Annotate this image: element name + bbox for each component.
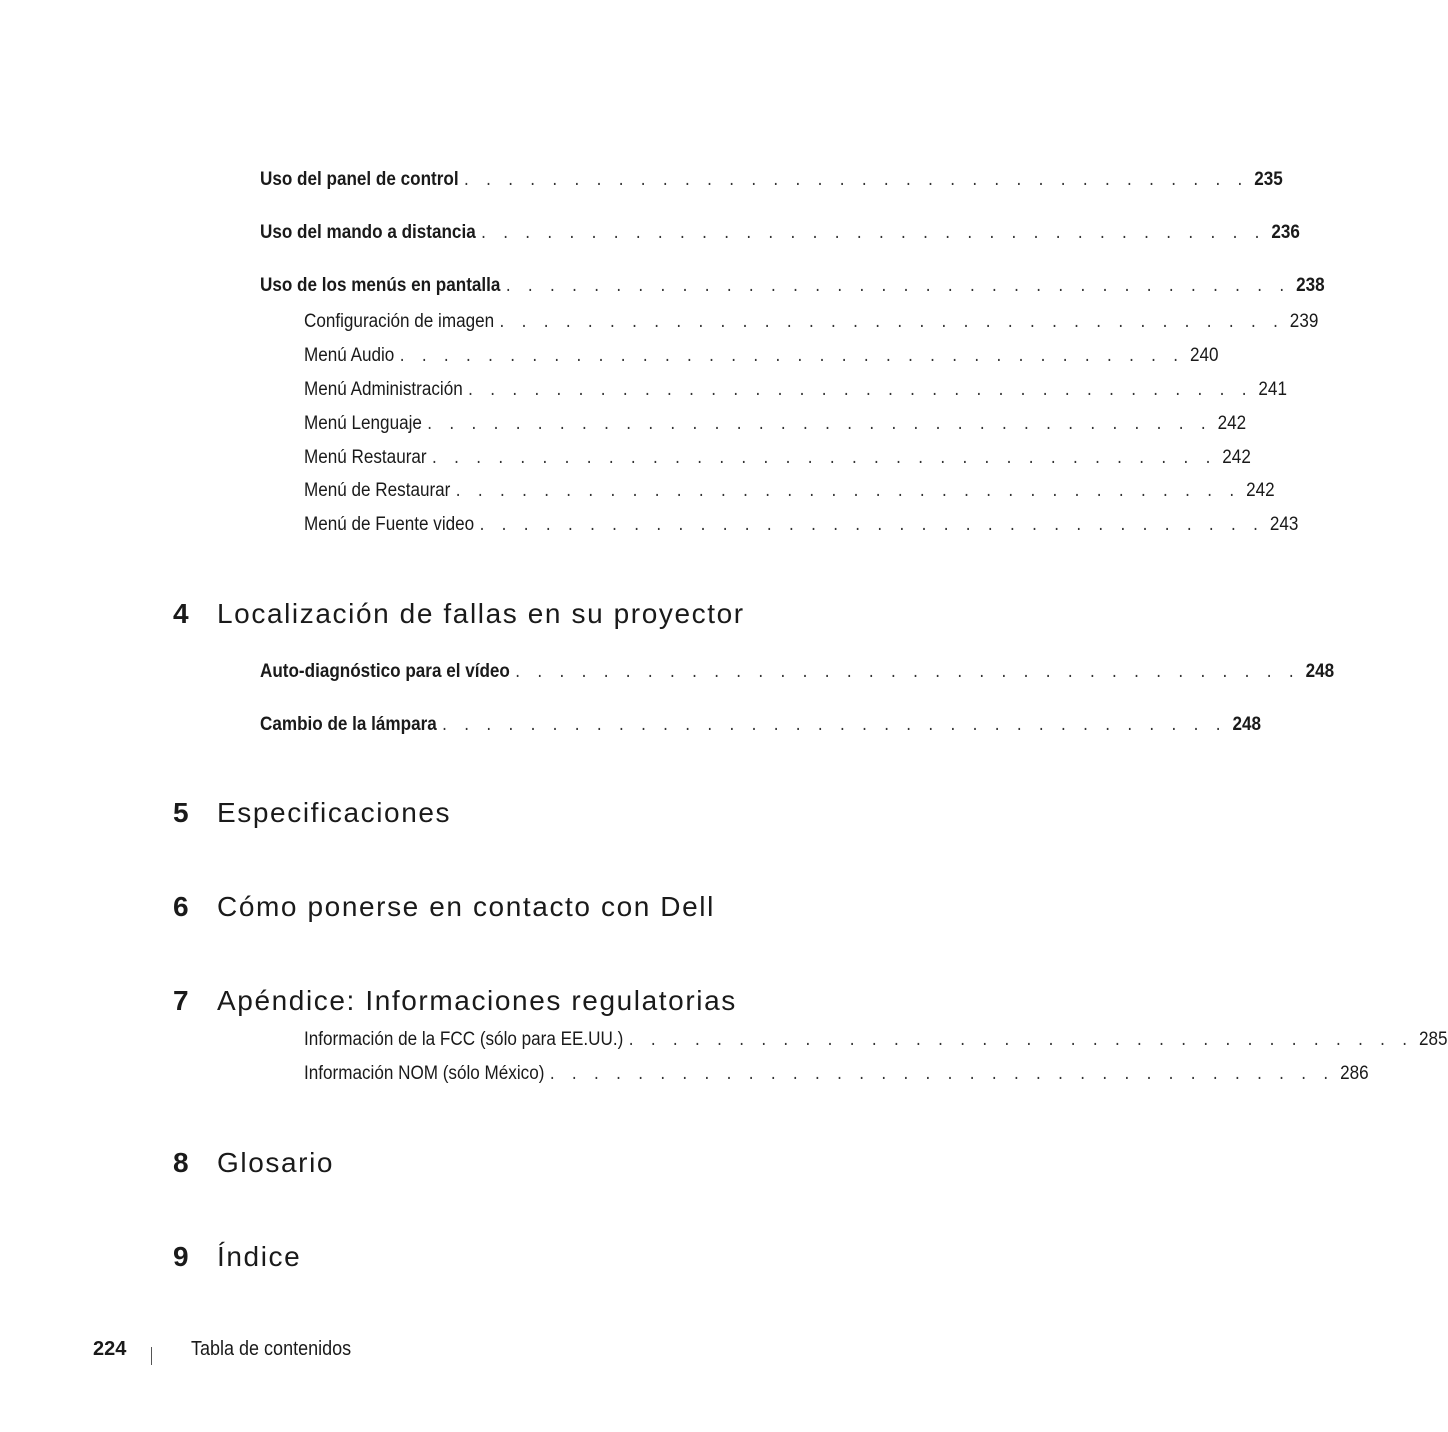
chapter-title: Especificaciones — [217, 797, 452, 828]
page-number: 286 — [1340, 1063, 1369, 1084]
page-number: 242 — [1222, 447, 1251, 468]
dot-leader: . . . . . . . . . . . . . . . . . . . . . . . . . . . . . . . . . . . . — [505, 275, 1291, 296]
dot-leader: . . . . . . . . . . . . . . . . . . . . . . . . . . . . . . . . . . . . — [515, 661, 1300, 682]
chapter-title: Apéndice: Informaciones regulatorias — [217, 985, 737, 1016]
toc-entry-panel-control[interactable]: Uso del panel de control . . . . . . . . . . . . . . . . . . . . . . . . . . . . . . . . . . . . 235 — [260, 169, 1283, 190]
toc-entry-mando-distancia[interactable]: Uso del mando a distancia . . . . . . . . . . . . . . . . . . . . . . . . . . . . . . . . . . . . 236 — [260, 222, 1300, 243]
chapter-number: 9 — [173, 1241, 189, 1272]
toc-entry-menu-lenguaje[interactable]: Menú Lenguaje . . . . . . . . . . . . . . . . . . . . . . . . . . . . . . . . . . . . 242 — [304, 413, 1247, 434]
toc-entry-menu-restaurar[interactable]: Menú Restaurar . . . . . . . . . . . . . . . . . . . . . . . . . . . . . . . . . . . . 242 — [304, 447, 1251, 468]
toc-entry-menu-audio[interactable]: Menú Audio . . . . . . . . . . . . . . . . . . . . . . . . . . . . . . . . . . . . 240 — [304, 345, 1219, 366]
toc-entry-cambio-lampara[interactable]: Cambio de la lámpara . . . . . . . . . . . . . . . . . . . . . . . . . . . . . . . . . . . . 248 — [260, 714, 1261, 735]
dot-leader: . . . . . . . . . . . . . . . . . . . . . . . . . . . . . . . . . . . . — [468, 379, 1253, 400]
dot-leader: . . . . . . . . . . . . . . . . . . . . . . . . . . . . . . . . . . . . — [628, 1029, 1414, 1050]
chapter-number: 8 — [173, 1147, 189, 1178]
dot-leader: . . . . . . . . . . . . . . . . . . . . . . . . . . . . . . . . . . . . — [499, 311, 1285, 332]
chapter-title: Glosario — [217, 1147, 335, 1178]
dot-leader: . . . . . . . . . . . . . . . . . . . . . . . . . . . . . . . . . . . . — [442, 714, 1227, 735]
toc-entry-informacion-nom[interactable]: Información NOM (sólo México) . . . . . . . . . . . . . . . . . . . . . . . . . . . . . . . . . . . . 286 — [304, 1063, 1369, 1084]
chapter-title: Cómo ponerse en contacto con Dell — [217, 891, 715, 922]
page-number: 239 — [1289, 311, 1319, 332]
page-number: 238 — [1296, 275, 1325, 296]
dot-leader: . . . . . . . . . . . . . . . . . . . . . . . . . . . . . . . . . . . . — [481, 222, 1266, 243]
footer-page-number: 224 — [93, 1338, 127, 1360]
chapter-number: 4 — [173, 598, 189, 629]
toc-entry-informacion-fcc[interactable]: Información de la FCC (sólo para EE.UU.) . . . . . . . . . . . . . . . . . . . . . . . . . . . . . . . . . . . . 285 — [304, 1029, 1448, 1050]
dot-leader: . . . . . . . . . . . . . . . . . . . . . . . . . . . . . . . . . . . . — [549, 1063, 1335, 1084]
toc-entry-menu-administracion[interactable]: Menú Administración . . . . . . . . . . . . . . . . . . . . . . . . . . . . . . . . . . . . 241 — [304, 379, 1287, 400]
toc-entry-configuracion-imagen[interactable]: Configuración de imagen . . . . . . . . . . . . . . . . . . . . . . . . . . . . . . . . . . . . 239 — [304, 311, 1319, 332]
dot-leader: . . . . . . . . . . . . . . . . . . . . . . . . . . . . . . . . . . . . — [479, 514, 1265, 535]
toc-entry-menus-pantalla[interactable]: Uso de los menús en pantalla . . . . . . . . . . . . . . . . . . . . . . . . . . . . . . . . . . . . 238 — [260, 275, 1325, 296]
page-number: 243 — [1269, 514, 1299, 535]
chapter-title: Localización de fallas en su proyector — [217, 598, 745, 629]
page-number: 285 — [1419, 1029, 1448, 1050]
page-number: 248 — [1305, 661, 1335, 682]
chapter-number: 7 — [173, 985, 189, 1016]
toc-entry-menu-de-restaurar[interactable]: Menú de Restaurar . . . . . . . . . . . . . . . . . . . . . . . . . . . . . . . . . . . . 242 — [304, 480, 1275, 501]
chapter-number: 5 — [173, 797, 189, 828]
dot-leader: . . . . . . . . . . . . . . . . . . . . . . . . . . . . . . . . . . . . — [463, 169, 1249, 190]
toc-entry-menu-fuente-video[interactable]: Menú de Fuente video . . . . . . . . . . . . . . . . . . . . . . . . . . . . . . . . . . . . 243 — [304, 514, 1299, 535]
page-number: 240 — [1190, 345, 1219, 366]
page-number: 242 — [1217, 413, 1247, 434]
page-number: 241 — [1258, 379, 1287, 400]
chapter-number: 6 — [173, 891, 189, 922]
page-number: 248 — [1232, 714, 1261, 735]
page-number: 242 — [1246, 480, 1275, 501]
dot-leader: . . . . . . . . . . . . . . . . . . . . . . . . . . . . . . . . . . . . — [427, 413, 1212, 434]
footer-divider — [151, 1347, 152, 1365]
page-number: 236 — [1271, 222, 1300, 243]
dot-leader: . . . . . . . . . . . . . . . . . . . . . . . . . . . . . . . . . . . . — [432, 447, 1217, 468]
page-number: 235 — [1254, 169, 1283, 190]
chapter-title: Índice — [217, 1241, 302, 1272]
footer-section-title: Tabla de contenidos — [191, 1338, 352, 1360]
toc-entry-auto-diagnostico[interactable]: Auto-diagnóstico para el vídeo . . . . . . . . . . . . . . . . . . . . . . . . . . . . . . . . . . . . 248 — [260, 661, 1335, 682]
dot-leader: . . . . . . . . . . . . . . . . . . . . . . . . . . . . . . . . . . . . — [455, 480, 1241, 501]
dot-leader: . . . . . . . . . . . . . . . . . . . . . . . . . . . . . . . . . . . . — [399, 345, 1185, 366]
